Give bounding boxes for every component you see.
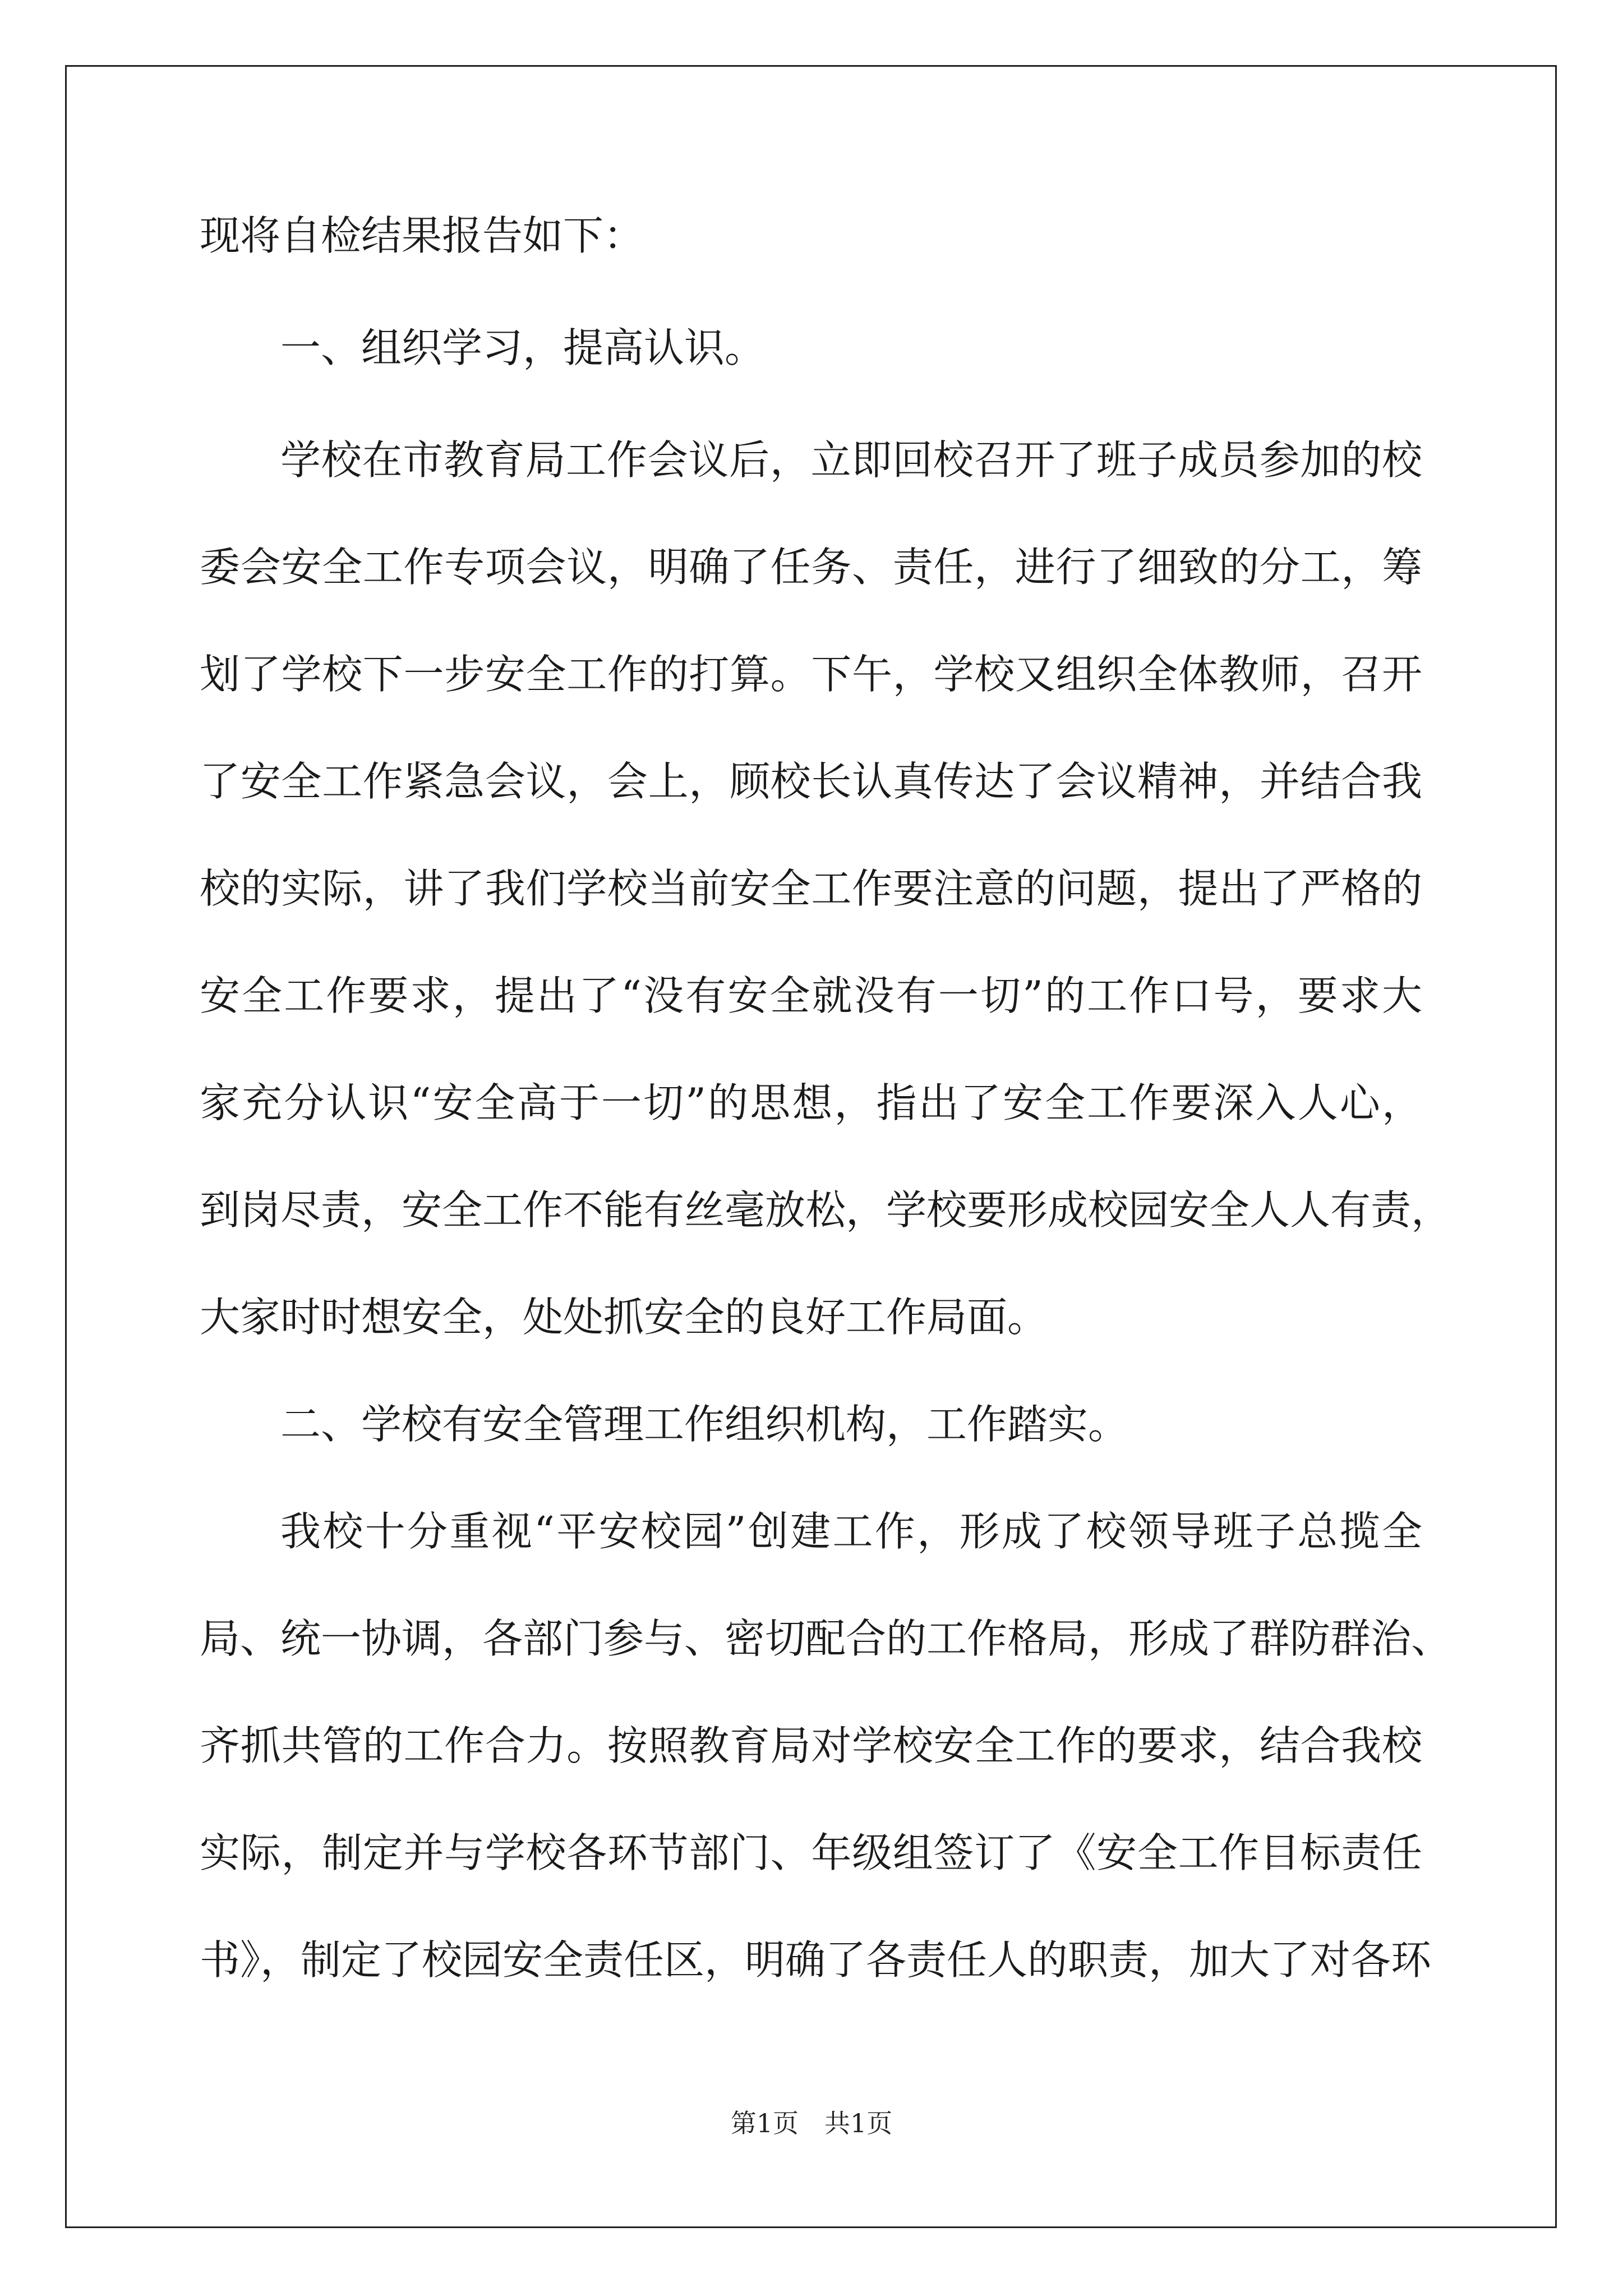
text-line: 委会安全工作专项会议，明确了任务、责任，进行了细致的分工，筹 xyxy=(200,544,1422,591)
text-line: 大家时时想安全，处处抓安全的良好工作局面。 xyxy=(200,1294,1048,1341)
text-line: 划了学校下一步安全工作的打算。下午，学校又组织全体教师，召开 xyxy=(200,651,1422,698)
text-line: 实际，制定并与学校各环节部门、年级组签订了《安全工作目标责任 xyxy=(200,1829,1422,1876)
text-line: 书》，制定了校园安全责任区，明确了各责任人的职责，加大了对各环 xyxy=(200,1936,1432,1984)
text-line: 现将自检结果报告如下： xyxy=(200,212,644,259)
text-line: 到岗尽责，安全工作不能有丝毫放松，学校要形成校园安全人人有责， xyxy=(200,1186,1452,1234)
text-line: 局、统一协调，各部门参与、密切配合的工作格局，形成了群防群治、 xyxy=(200,1615,1452,1662)
section-heading: 一、组织学习，提高认识。 xyxy=(280,324,766,371)
page-number-footer: 第1页 共1页 xyxy=(730,2108,893,2138)
text-line: 安全工作要求，提出了“没有安全就没有一切”的工作口号，要求大 xyxy=(200,972,1422,1019)
text-line: 学校在市教育局工作会议后，立即回校召开了班子成员参加的校 xyxy=(280,436,1422,484)
text-line: 齐抓共管的工作合力。按照教育局对学校安全工作的要求，结合我校 xyxy=(200,1722,1422,1769)
section-heading: 二、学校有安全管理工作组织机构，工作踏实。 xyxy=(280,1401,1129,1448)
text-line: 校的实际，讲了我们学校当前安全工作要注意的问题，提出了严格的 xyxy=(200,865,1422,912)
text-line: 家充分认识“安全高于一切”的思想，指出了安全工作要深入人心， xyxy=(200,1079,1422,1126)
text-line: 了安全工作紧急会议，会上，顾校长认真传达了会议精神，并结合我 xyxy=(200,758,1422,805)
text-line: 我校十分重视“平安校园”创建工作，形成了校领导班子总揽全 xyxy=(280,1508,1422,1555)
